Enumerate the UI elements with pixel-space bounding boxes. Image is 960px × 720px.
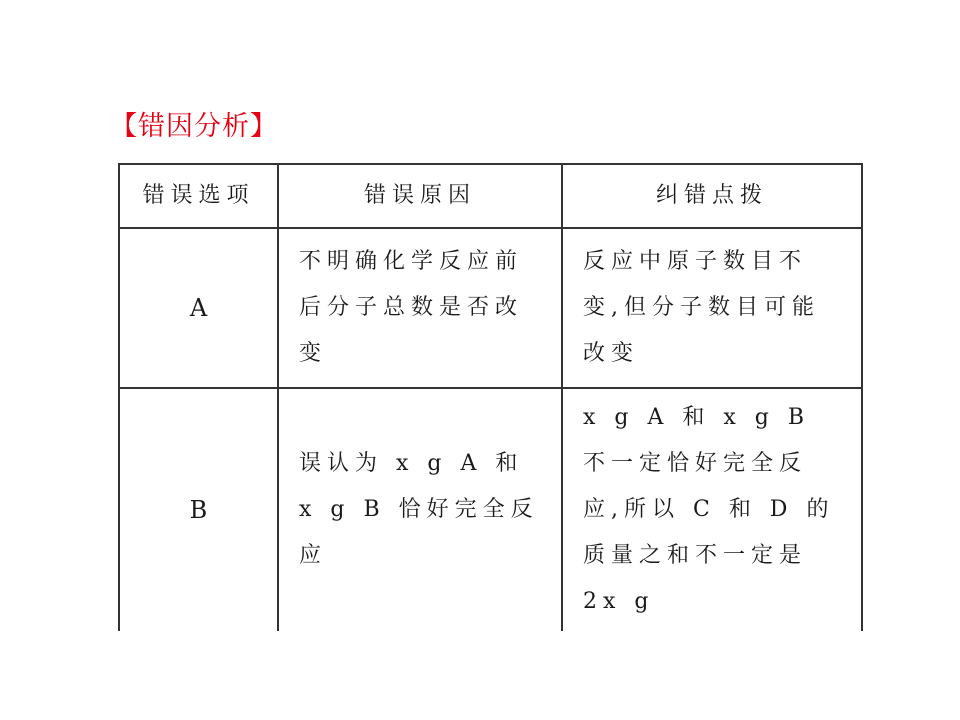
table-header-row — [119, 164, 862, 228]
reason-cell: 误认为 x g A 和 x g B 恰好完全反应 — [278, 388, 562, 631]
header-hint: 纠错点拨 — [562, 164, 862, 228]
option-cell: A — [119, 228, 278, 388]
section-title: 【错因分析】 — [110, 111, 278, 142]
hint-cell: x g A 和 x g B 不一定恰好完全反应,所以 C 和 D 的质量之和不一定是 2x g — [562, 388, 862, 631]
option-cell: B — [119, 388, 278, 631]
error-analysis-table — [118, 163, 863, 631]
table-row — [119, 388, 862, 631]
table-row — [119, 228, 862, 388]
header-option: 错误选项 — [119, 164, 278, 228]
header-reason: 错误原因 — [278, 164, 562, 228]
reason-cell: 不明确化学反应前后分子总数是否改变 — [278, 228, 562, 388]
hint-cell: 反应中原子数目不变,但分子数目可能改变 — [562, 228, 862, 388]
